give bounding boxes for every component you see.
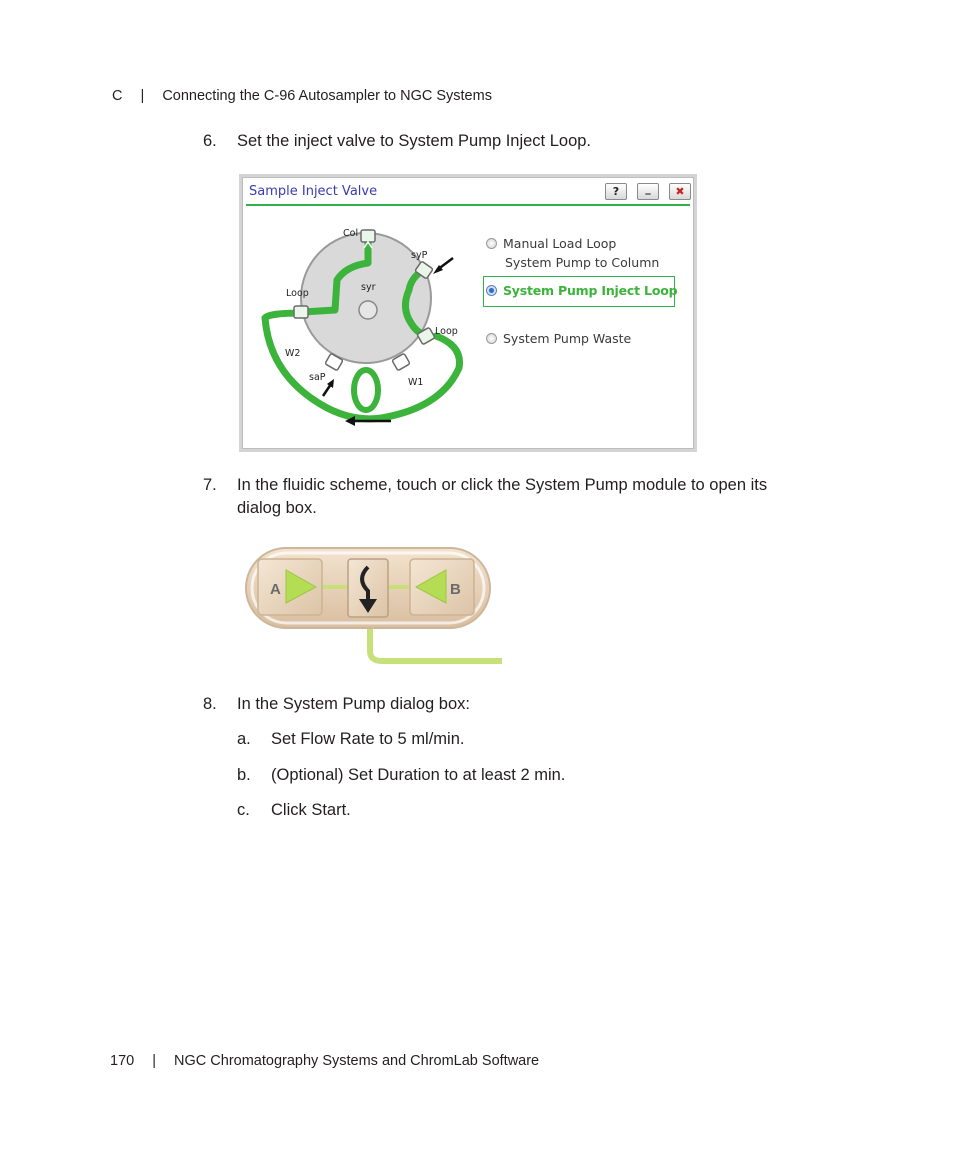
label-col: Col xyxy=(343,228,359,239)
label-w1: W1 xyxy=(408,377,424,388)
option-label: Manual Load Loop xyxy=(503,236,617,251)
radio-icon[interactable] xyxy=(486,333,497,344)
step-text-line-1: In the fluidic scheme, touch or click the System Pump module to open its xyxy=(237,476,768,494)
running-header xyxy=(112,88,492,104)
chapter-letter: C xyxy=(112,88,123,104)
substep-a xyxy=(237,730,737,754)
substep-letter: b. xyxy=(237,766,251,784)
header-separator: | xyxy=(140,88,145,104)
step-number: 7. xyxy=(203,476,217,494)
radio-selected-icon[interactable] xyxy=(486,285,497,296)
dialog-body xyxy=(242,177,694,449)
minimize-button[interactable]: _ xyxy=(637,183,659,200)
step-text: In the System Pump dialog box: xyxy=(237,695,470,713)
dialog-title: Sample Inject Valve xyxy=(249,184,378,199)
footer-title: NGC Chromatography Systems and ChromLab Software xyxy=(174,1053,540,1069)
port-loop-left xyxy=(294,306,308,318)
header-title: Connecting the C-96 Autosampler to NGC Systems xyxy=(162,88,492,104)
pump-b-label: B xyxy=(450,581,461,598)
label-loop-right: Loop xyxy=(435,326,458,337)
option-sublabel: System Pump to Column xyxy=(505,255,660,270)
pump-outlet-line xyxy=(370,629,502,661)
option-system-pump-inject-loop[interactable] xyxy=(486,283,677,298)
running-footer xyxy=(110,1053,539,1069)
option-label: System Pump Waste xyxy=(503,331,632,346)
loop-coil xyxy=(354,370,378,410)
radio-icon[interactable] xyxy=(486,238,497,249)
step-6 xyxy=(203,130,823,154)
substep-text: Set Flow Rate to 5 ml/min. xyxy=(271,730,465,748)
substep-c xyxy=(237,801,737,825)
step-number: 6. xyxy=(203,132,217,150)
substep-b xyxy=(237,766,737,790)
step-text: Set the inject valve to System Pump Inject Loop. xyxy=(237,132,592,150)
substep-letter: a. xyxy=(237,730,251,748)
label-loop-left: Loop xyxy=(286,288,309,299)
label-syp: syP xyxy=(411,250,428,261)
center-port xyxy=(359,301,377,319)
sample-inject-valve-dialog xyxy=(239,174,697,452)
valve-diagram xyxy=(251,218,481,433)
pump-a-label: A xyxy=(270,581,281,598)
footer-separator: | xyxy=(152,1053,157,1069)
substep-letter: c. xyxy=(237,801,250,819)
substep-text: Click Start. xyxy=(271,801,351,819)
step-7 xyxy=(203,474,823,522)
step-8 xyxy=(203,693,823,717)
close-button[interactable]: ✖ xyxy=(669,183,691,200)
title-divider xyxy=(246,204,690,206)
system-pump-module[interactable] xyxy=(240,539,502,670)
port-col xyxy=(361,230,375,242)
option-manual-load-loop[interactable] xyxy=(486,236,616,251)
step-text-line-2: dialog box. xyxy=(237,499,317,517)
label-syr: syr xyxy=(361,282,376,293)
substep-text: (Optional) Set Duration to at least 2 min. xyxy=(271,766,566,784)
page-number: 170 xyxy=(110,1053,135,1069)
step-number: 8. xyxy=(203,695,217,713)
label-w2: W2 xyxy=(285,348,301,359)
label-sap: saP xyxy=(309,372,326,383)
help-button[interactable]: ? xyxy=(605,183,627,200)
option-label: System Pump Inject Loop xyxy=(503,283,678,298)
option-system-pump-waste[interactable] xyxy=(486,331,631,346)
